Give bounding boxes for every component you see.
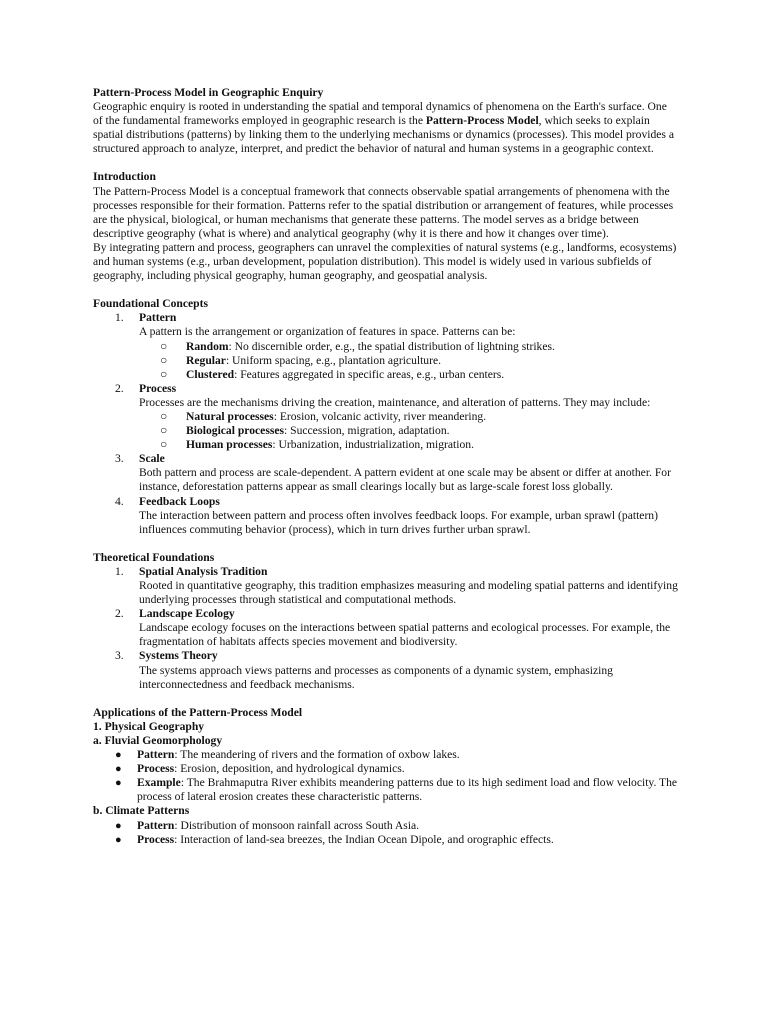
- foundational-item: [93, 311, 678, 339]
- sub-bullet-text: : Uniform spacing, e.g., plantation agriculture.: [225, 353, 442, 367]
- bullet-text: : Erosion, deposition, and hydrological dynamics.: [174, 762, 405, 776]
- bullet-text: : The Brahmaputra River exhibits meandering patterns due to its high sediment load and flow velocity. The process of lateral erosion creates these characteristic patterns.: [137, 776, 678, 804]
- item-number: 1.: [115, 311, 124, 325]
- item-label: Pattern: [139, 311, 177, 325]
- item-label: Landscape Ecology: [139, 607, 235, 621]
- item-text: The systems approach views patterns and processes as components of a dynamic system, emphasizing interconnectedness and feedback mechanisms.: [139, 663, 613, 691]
- sub-bullet: [93, 438, 678, 452]
- bullet-item: [93, 833, 678, 847]
- sub-bullet-term: Biological processes: [186, 424, 285, 438]
- bullet-term: Pattern: [137, 818, 175, 832]
- disc-bullet-icon: ●: [115, 777, 122, 790]
- bullet-text: : The meandering of rivers and the formation of oxbow lakes.: [174, 748, 460, 762]
- intro-text-bold: Pattern-Process Model: [425, 114, 539, 128]
- sub-bullet-text: : Features aggregated in specific areas, e.g., urban centers.: [234, 367, 505, 381]
- disc-bullet-icon: ●: [115, 763, 122, 776]
- foundational-item: [93, 495, 678, 537]
- theoretical-item: [93, 649, 678, 691]
- item-label: Systems Theory: [139, 649, 218, 663]
- item-number: 1.: [115, 564, 124, 578]
- bullet-item: [93, 819, 678, 833]
- document-page: [93, 86, 678, 847]
- sub-bullet: [93, 424, 678, 438]
- sub-bullet: [93, 410, 678, 424]
- item-label: Scale: [139, 452, 165, 466]
- sub-bullet: [93, 368, 678, 382]
- disc-bullet-icon: ●: [115, 833, 122, 846]
- item-text: Processes are the mechanisms driving the creation, maintenance, and alteration of patterns. They may include:: [139, 395, 651, 409]
- climate-heading: b. Climate Patterns: [93, 804, 190, 818]
- item-number: 2.: [115, 381, 124, 395]
- sub-bullet-term: Random: [186, 339, 229, 353]
- document-title: Pattern-Process Model in Geographic Enquiry: [93, 86, 324, 99]
- sub-bullet-text: : No discernible order, e.g., the spatial distribution of lightning strikes.: [228, 339, 555, 353]
- introduction-heading: Introduction: [93, 170, 156, 184]
- theoretical-item: [93, 607, 678, 649]
- bullet-text: : Interaction of land-sea breezes, the Indian Ocean Dipole, and orographic effects.: [174, 832, 554, 846]
- sub-bullet-term: Clustered: [186, 367, 235, 381]
- item-label: Feedback Loops: [139, 494, 220, 508]
- foundational-heading: Foundational Concepts: [93, 297, 208, 311]
- sub-bullet-term: Natural processes: [186, 409, 274, 423]
- item-number: 2.: [115, 607, 124, 621]
- bullet-term: Example: [137, 776, 181, 790]
- introduction-paragraph-2: By integrating pattern and process, geographers can unravel the complexities of natural systems (e.g., landforms, ecosystems) and human systems (e.g., urban development, population distribution). This model is widely used in various subfields of geography, including physical geography, human geography, and geospatial analysis.: [93, 240, 677, 283]
- applications-heading: Applications of the Pattern-Process Model: [93, 705, 303, 719]
- bullet-item: [93, 748, 678, 762]
- sub-bullet-text: : Erosion, volcanic activity, river meandering.: [273, 409, 487, 423]
- sub-bullet-term: Regular: [186, 353, 226, 367]
- item-number: 3.: [115, 452, 124, 466]
- item-number: 4.: [115, 494, 124, 508]
- item-label: Spatial Analysis Tradition: [139, 564, 268, 578]
- intro-text-before: Geographic enquiry is rooted in understanding the spatial and temporal dynamics of phenomena on the Earth's surface. One of the fundamental frameworks employed in geographic research is the: [93, 100, 667, 128]
- item-text: Rooted in quantitative geography, this tradition emphasizes measuring and modeling spatial patterns and identifying underlying processes through statistical and computational methods.: [139, 579, 678, 607]
- physical-geography-heading: 1. Physical Geography: [93, 719, 205, 733]
- disc-bullet-icon: ●: [115, 749, 122, 762]
- bullet-item: [93, 776, 678, 804]
- circle-bullet-icon: ○: [160, 408, 168, 423]
- foundational-item: [93, 452, 678, 494]
- circle-bullet-icon: ○: [160, 366, 168, 381]
- item-label: Process: [139, 381, 177, 395]
- bullet-term: Pattern: [137, 748, 175, 762]
- item-number: 3.: [115, 649, 124, 663]
- fluvial-heading: a. Fluvial Geomorphology: [93, 733, 223, 747]
- bullet-term: Process: [137, 762, 175, 776]
- item-text: Both pattern and process are scale-dependent. A pattern evident at one scale may be absent or differ at another. For instance, deforestation patterns appear as small clearings locally but as large-scale forest loss globally.: [139, 466, 671, 494]
- foundational-item: [93, 382, 678, 410]
- bullet-item: [93, 762, 678, 776]
- theoretical-heading: Theoretical Foundations: [93, 550, 215, 564]
- circle-bullet-icon: ○: [160, 423, 168, 438]
- item-text: A pattern is the arrangement or organization of features in space. Patterns can be:: [139, 325, 516, 339]
- sub-bullet: [93, 340, 678, 354]
- sub-bullet-text: : Urbanization, industrialization, migration.: [272, 438, 474, 452]
- bullet-text: : Distribution of monsoon rainfall across South Asia.: [174, 818, 420, 832]
- circle-bullet-icon: ○: [160, 352, 168, 367]
- item-text: Landscape ecology focuses on the interactions between spatial patterns and ecological processes. For example, the fragmentation of habitats affects species movement and biodiversity.: [139, 621, 671, 649]
- theoretical-item: [93, 565, 678, 607]
- circle-bullet-icon: ○: [160, 437, 168, 452]
- sub-bullet: [93, 354, 678, 368]
- sub-bullet-text: : Succession, migration, adaptation.: [284, 424, 450, 438]
- disc-bullet-icon: ●: [115, 819, 122, 832]
- intro-text-after: , which seeks to explain spatial distributions (patterns) by linking them to the underlying mechanisms or dynamics (processes). This model provides a structured approach to analyze, interpret, and predict the behavior of natural and human systems in a geographic context.: [93, 114, 674, 156]
- sub-bullet-term: Human processes: [186, 438, 273, 452]
- bullet-term: Process: [137, 832, 175, 846]
- item-text: The interaction between pattern and process often involves feedback loops. For example, urban sprawl (pattern) influences commuting behavior (process), which in turn drives further urban sprawl.: [139, 508, 658, 536]
- introduction-paragraph-1: The Pattern-Process Model is a conceptual framework that connects observable spatial arrangements of phenomena with the processes responsible for their formation. Patterns refer to the spatial distribution or arrangement of features, while processes are the physical, biological, or human mechanisms that generate these patterns. The model serves as a bridge between descriptive geography (what is where) and analytical geography (why it is there and how it changes over time).: [93, 184, 674, 240]
- intro-paragraph: [93, 100, 678, 156]
- circle-bullet-icon: ○: [160, 338, 168, 353]
